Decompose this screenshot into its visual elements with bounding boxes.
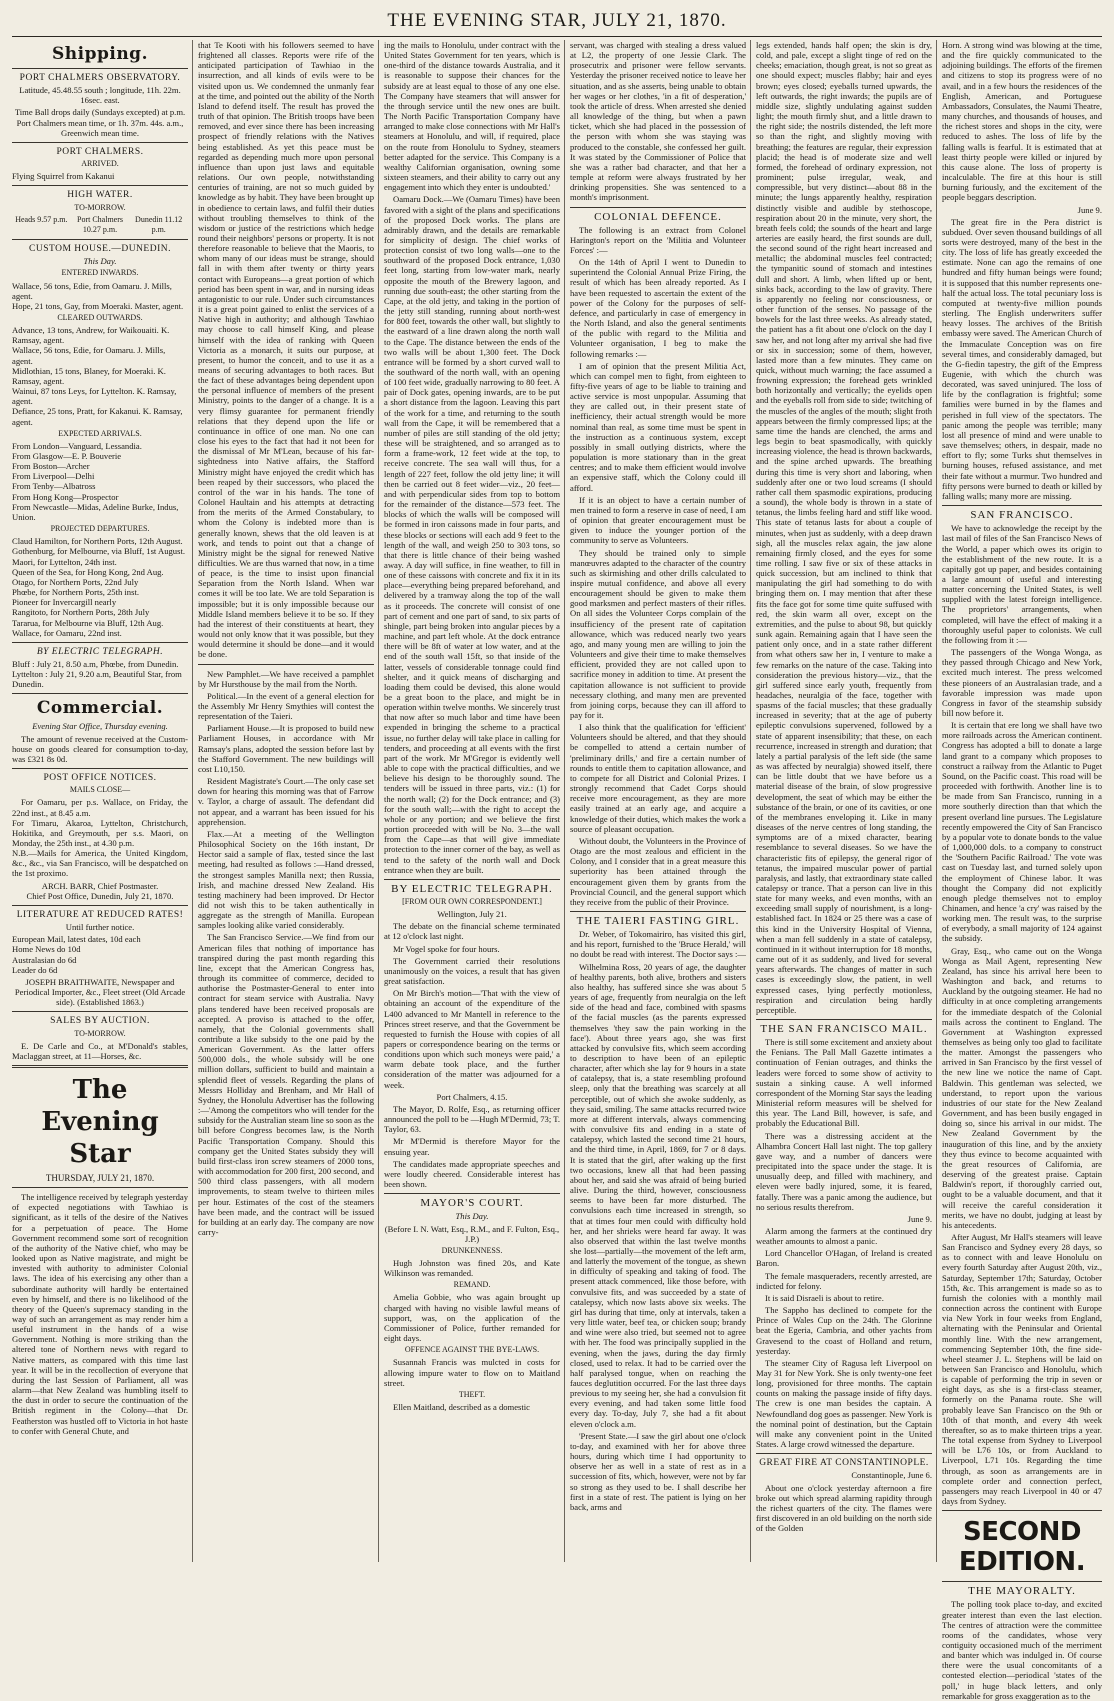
taieri-p3: 'Present State.—I saw the girl about one o'clock to-day, and examined with her for above three hours, during which time I had opportunity to observe her as well in a state of rest as in a succession of fits, which, however, were not by far so strong as they used to be. I shall describe her first in a state of rest. The patient is lying on her back, arms and <box>570 1430 746 1512</box>
remand-text: Amelia Gobbie, who was again brought up charged with having no visible lawful means of support, was, on the application of the Commissioner of Police, further remanded for eight days. <box>384 1292 560 1344</box>
defence-p4: If it is an object to have a certain number of men trained to form a reserve in case of need, I am of opinion that greater encouragement must be given to induce the younger portion of the community to serve as Volunteers. <box>570 494 746 546</box>
sf-mail-p5: The female masqueraders, recently arrested, are indicted for felony. <box>756 1270 932 1291</box>
wellington-dateline: Wellington, July 21. <box>437 909 507 920</box>
sales-text: E. De Carle and Co., at M'Donald's stables, Maclaggan street, at 11—Horses, &c. <box>12 1040 188 1061</box>
telegraph-p5: The Mayor, D. Rolfe, Esq., as returning officer announced the poll to be —Hugh M'Dermid, 73; T. Taylor, 63. <box>384 1103 560 1135</box>
telegraph-p6: Mr M'Dermid is therefore Mayor for the ensuing year. <box>384 1136 560 1157</box>
commercial-office: Evening Star Office, Thursday evening. <box>32 721 168 732</box>
projected-text: Claud Hamilton, for Northern Ports, 12th August. Gothenburg, for Melbourne, via Bluff, 1st August. Maori, for Lyttelton, 24th inst. Queen of the Sea, for Hong Kong, 2nd Aug. Otago, for Northern Ports, 22nd July Phœbe, for Northern Ports, 25th inst. Pioneer for Invercargill nearly Rangitoto, for Northern Ports, 28th July Tararua, for Melbourne via Bluff, 12th Aug. Wallace, for Oamaru, 22nd inst. <box>12 536 185 638</box>
fire-p2: The great fire in the Pera district is subdued. Over seven thousand buildings of all sorts were destroyed, many of the best in the city. The loss of life has greatly exceeded the estimate. None can ago the remains of one hundred and fifty human beings were found; it is supposed that this number represents one-half the actual loss. The total pecuniary loss is computed at twenty-five million pounds sterling. The English underwriters suffer heavy losses. The archives of the British embassy were saved. The American Church of the Immaculate Conception was on fire several times, and considerably damaged, but the G-fiedin tapestry, the gift of the Empress Eugenie, with which the church was decorated, was saved uninjured. The loss of life by the conflagration is frightful; some families were burned in by the flames and perished in full view of the spectators. The panic among the people was terrible; many lost all presence of mind and were unable to save themselves; others, in despair, made no effort to fly; some Turks shut themselves in burning houses, refused assistance, and met their fate without a murmur. Two hundred and fifty persons were burned to death or killed by falling walls; many more are missing. <box>942 216 1102 501</box>
evening-star-banner: The Evening Star <box>41 1074 159 1169</box>
defence-p5: They should be trained only to simple manœuvres adapted to the character of the country such as skirmishing and other drills calculated to inspire mutual confidence, and above all every encouragement should be given to make them good marksmen and perfect masters of their rifles. On all sides the Volunteer Corps complain of the insufficiency of the present rate of capitation allowance, which was reduced nearly two years ago, and many young men are willing to join the Volunteers and give their time to make themselves efficient, provided they are not called upon to sacrifice money in addition to time. At present the capitation allowance is not sufficient to provide necessary clothing, and many men are prevented from joining corps, because they can ill afford to pay for it. <box>570 547 746 720</box>
theft-text: Ellen Maitland, described as a domestic <box>393 1402 530 1412</box>
theft-continued: servant, was charged with stealing a dress valued at L2, the property of one Jessie Clark. The prosecutrix and prisoner were fellow servants. Yesterday the prisoner received notice to leave her situation, and as she asserts, being unable to obtain her wages or her clothes, 'in a fit of desperation,' took the article of dress. When arrested she denied all knowledge of the thing, but when a pawn ticket, which she had placed in the possession of the person with whom she was staying was produced to the constable, she confessed her guilt. It was stated by the Commissioner of Police that she was a rather bad character, and that her a temple at reform were always frustrated by her drinking propensities. She was sentenced to a month's imprisonment. <box>570 40 746 203</box>
theft-label: THEFT. <box>458 1389 486 1399</box>
post-text: For Oamaru, per p.s. Wallace, on Friday, the 22nd inst., at 8.45 a.m. For Timaru, Akaroa, Lyttelton, Christchurch, Hokitika, and Greymouth, per s.s. Maori, on Monday, the 25th inst., at 4.30 p.m. N.B.—Mails for America, the United Kingdom, &c., &c., via San Francisco, will be despatched on the 1st proximo. <box>12 797 188 879</box>
column-separator <box>936 40 937 1562</box>
post-sign: ARCH. BARR, Chief Postmaster. Chief Post Office, Dunedin, July 21, 1870. <box>26 880 174 901</box>
commercial-heading: Commercial. <box>36 698 164 719</box>
san-francisco-heading: SAN FRANCISCO. <box>970 509 1074 522</box>
taieri-continued: legs extended, hands half open; the skin is dry, cold, and pale, except a slight tinge of red on the cheeks; emaciation, though great, is not so great as one should expect; muscles flabby; hair and eyes brown; eyes closed; eyeballs turned upwards, the left outwards, the right inwards; the pupils are of middle size, slightly undulating against sudden light; the mouth firmly shut, and a little drawn to the right side; the nostrils distended, the left more so than the right, and slightly moving with breathing; the features are regular, their expression placid; the head is of moderate size and well formed, the forehead of ordinary expression, not prominent; pulse irregular, weak, and compressible, but very distinct—about 88 in the minute; the lungs apparently healthy, respiration distinctly visible and audible by stethoscope, respiration about 20 in the minute, very short, the breath feels cold; the sounds of the heart and large arteries are easily heard, the first sounds are dull, the second sound of the right heart increased and metallic; the abdominal muscles feel contracted; the tympanitic sound of stomach and intestines dull and short. A limb, when lifted up or bent, sinks back, according to the law of gravity. There is apparently no feeling nor consciousness, or other function of the senses. No passage of the bowels for the last three weeks. As already stated, the patient has a fit about one o'clock on the day I saw her, and not long after my arrival she had five or six in succession; some of them, however, lasted more than a few minutes. They came on quick, without much warning; the face assumed a frowning expression; the forehead gets wrinkled both horizontally and vertically; the eyelids open and the eyeballs roll from side to side; twitching of the muscles of the angles of the mouth; slight froth appears between the firmly compressed lips; at the same time the hands are clenched, the arms and legs begin to beat spasmodically, with quickly increasing violence, the head is thrown backwards, and the spine arched upwards. The breathing during this time is very short and laboring, when suddenly after one or two loud screams (I should rather call them spasmodic expirations, producing a sound), the whole body is thrown in a state of tetanus, the limbs feeling hard and stiff like wood. This state of tetanus lasts for about a couple of minutes, when just as suddenly, with a deep drawn sigh, all the muscles relax again, the jaw alone remaining firmly closed, and the eyes for some time rolling. I saw five or six of these attacks in quick succession, but am inclined to think that manipulating the girl had something to do with bringing them on. I may mention that after these fits the face got for some time quite suffused with red, the skin warm all over, except on the extremities, and the pulse to about 98, but quickly sunk again. Remaining again that I have seen the patient only once, and in a state rather different from what others saw her in, I venture to make a few remarks on the nature of the case. Taking into consideration the previous history—viz., that the girl suffered since early youth, frequently from headaches, neuralgia of the face, together with spasms of the facial muscles; that these gradually increased in severity; that at the age of puberty epileptic convulsions supervened, followed by a state of apparent insensibility; that these, on each recurrence, increased in strength and duration; that lately a partial paralysis of the left side (the same as was affected by neuralgia) showed itself, there can be little doubt that we have before us a material disease of the brain, of slow progressive development, the seat of which may be either the substance of the brain, or one of its cavities, or one of the membranes enveloping it. Like in many diseases of the nerve centres of long standing, the symptoms are of a mixed character, bearing resemblance to several diseases. So we have the characteristic fits of epilepsy, the general rigor of tetanus, the impaired muscular power of partial paralysis, and lastly, that extraordinary state called catalepsy or trance. That a person can live in this state for many weeks, and even months, with an exceeding small supply of nourishment, is a long-established fact. In 1824 or 25 there was a case of this kind in the University Hospital of Vienna, when a man fell suddenly in a state of catalepsy, continued in it without interruption for 18 months, came out of it as suddenly, and lived for several years afterwards. The changes of matter in such cases is exceedingly slow, the patient, in well expressed cases, lying perfectly motionless, respiration and circulation being hardly perceptible. <box>756 40 932 1015</box>
projected-label: PROJECTED DEPARTURES. <box>50 524 150 534</box>
sf-p3: It is certain that ere long we shall have two more railroads across the American continent. Congress has adopted a bill to donate a large land grant to a company which proposes to construct a railway from the Atlantic to Puget Sound, on the Pacific coast. This road will be proceeded with forthwith. Another line is to be made from San Francisco, running in a more southerly direction than that which the present overland line pursues. The Legislature recently empowered the City of San Francisco by a popular vote to donate bonds to the value of 1,000,000 dols. to a company to construct the 'Southern Pacific Railroad.' The vote was cast on Tuesday last, and turned solely upon the employment of Chinese labor. It was thought the Company did not explicitly enough pledge themselves not to employ Chinamen, and hence 'a cry' was raised by the working men. The result was, to the surprise of everybody, a small majority of 124 against the subsidy. <box>942 720 1102 944</box>
cleared-label: CLEARED OUTWARDS. <box>57 312 143 322</box>
hw-dunedin: Dunedin 11.12 p.m. <box>135 214 183 234</box>
observatory-heading: PORT CHALMERS OBSERVATORY. <box>19 73 181 83</box>
colonial-defence-heading: COLONIAL DEFENCE. <box>594 210 722 223</box>
mails-close: MAILS CLOSE— <box>69 785 131 795</box>
port-chalmers-dateline: Port Chalmers, 4.15. <box>436 1091 508 1102</box>
sf-mail-p7: The Sappho has declined to compete for the Prince of Wales Cup on the 24th. The Glorinne beat the Egeria, Cambria, and other yachts from Gravesend to the coast of Holland and return, yesterday. <box>756 1305 932 1356</box>
political: Political.—In the event of a general election for the Assembly Mr Henry Smythies will contest the representation of the Taieri. <box>198 690 374 722</box>
june9-dateline-2: June 9. <box>1077 204 1102 215</box>
port-heading: PORT CHALMERS. <box>56 146 144 157</box>
masthead-rule <box>12 36 1102 37</box>
column-separator <box>564 40 565 1562</box>
time-ball-text: Time Ball drops daily (Sundays excepted) at p.m. Port Chalmers mean time, or 1h. 37m. 44s. a.m., Greenwich mean time. <box>14 107 186 138</box>
mayoralty-heading: THE MAYORALTY. <box>968 1585 1076 1598</box>
literature-prices: European Mail, latest dates, 10d each Home News do 10d Australasian do 6d Leader do 6d <box>12 934 141 975</box>
expected-label: EXPECTED ARRIVALS. <box>58 428 142 438</box>
fire-heading: GREAT FIRE AT CONSTANTINOPLE. <box>759 1458 929 1469</box>
mayors-court-date: This Day. <box>455 1211 489 1222</box>
taieri-p2: Wilhelmina Ross, 20 years of age, the daughter of healthy parents, both alive, brothers and sisters also healthy, has suffered since she was about 5 years of age, frequently from neuralgia on the left side of the head and face, combined with spasms of the facial muscles (as the parents expressed themselves 'they saw the pain working in the face'). About three years ago, she was first attacked by convulsive fits, which seem according to description to have been of an epileptic character, after which she lay for 9 hours in a state of catalepsy, that is, a state resembling profound sleep, only that the breathing was scarcely at all perceptible, out of which she awoke suddenly, as they said, smiling. The same attacks recurred twice more at different intervals, always commencing with convulsive fits and ending in a state of catalepsy, which lasted the second time 21 hours, and the third time, in April, 1869, for 7 or 8 days. It is stated that the girl, after waking up the first two occasions, knew all that had been passing about her, and said she was afraid of being buried alive. During the third, however, consciousness seems to have been far more disturbed. The convulsions each time increased in strength, so that at times four men could with difficulty hold her, and her shrieks were heard far away. It was also observed that within the last twelve months she lost—partially—the movement of the left arm, and latterly the movement of the tongue, as shewn in difficulty of speaking and taking of food. The present attack commenced, like those before, with convulsive fits, and was succeeded by a state of catalepsy, which now lasts above six weeks. The girl has during that time, only at intervals, taken a very little water, beef tea, or chicken soup; brandy and wine were also tried, but seemed not to agree with her. The food was principally supplied in the evening, when the jaws, during the day firmly closed, used to relax. It had to be carried over the half paralysed tongue, when on reaching the fauces deglutition occurred. For the last three days previous to my seeing her, she had a convulsion fit every evening, and had taken some little food every day. To-day, July 7, she had a fit about eleven o'clock a.m. <box>570 961 746 1429</box>
high-water-heading: HIGH WATER. <box>67 190 133 201</box>
sales-tomorrow: TO-MORROW. <box>74 1028 126 1038</box>
sales-heading: SALES BY AUCTION. <box>50 1016 150 1027</box>
shipping-heading: Shipping. <box>52 44 148 64</box>
fire-continued: Horn. A strong wind was blowing at the time, and the fire quickly communicated to the adjoining buildings. The efforts of the firemen and citizens to stop its progress were of no avail, and in a few hours the residences of the English, American, and Portuguese Ambassadors, Consulates, the Naumi Theatre, many churches, and thousands of houses, and the richest stores and shops in the city, were reduced to ashes. The loss of life by the falling walls is fearful. It is estimated that at least thirty people were killed or injured by this cause alone. The loss of property is incalculable. The fire at this hour is still burning furiously, and the excitement of the people beggars description. <box>942 40 1102 203</box>
literature-until: Until further notice. <box>65 922 135 933</box>
sf-mail-p4: Lord Chancellor O'Hagan, of Ireland is created Baron. <box>756 1248 932 1269</box>
tomorrow-label: TO-MORROW. <box>74 202 126 212</box>
sf-mail-p2: There was a distressing accident at the Alhambra Concert Hall last night. The top gallery gave way, and a number of dancers were precipitated into the space under the stage. It is unusually deep, and filled with machinery, and eleven were badly injured, some, it is feared, fatally. There was a panic among the audience, but no serious results therefrom. <box>756 1130 932 1212</box>
remand-label: REMAND. <box>453 1280 491 1290</box>
sf-mail-p8: The steamer City of Ragusa left Liverpool on May 31 for New York. She is only twenty-one feet long, provisioned for three months. The captain counts on making the passage inside of fifty days. The crew is one man besides the captain. A Newfoundland dog goes as passenger. New York is the nominal point of destination, but the Captain will make any convenient point in the United States. A large crowd witnessed the departure. <box>756 1357 932 1450</box>
masthead: THE EVENING STAR, JULY 21, 1870. <box>387 10 727 31</box>
customs-date: This Day. <box>83 256 117 267</box>
arrived-text: Flying Squirrel from Kakanui <box>12 171 115 182</box>
defence-p6: I also think that the qualification for 'efficient' Volunteers should be altered, and that they should be compelled to attend a certain number of 'preliminary drills,' and fire a certain number of rounds to entitle them to capitation allowance, and to compete for all District and Colonial Prizes. I strongly recommend that Cadet Corps should receive more encouragement, as they are more easily trained at an early age, and acquire a knowledge of their duties, which makes the work a source of pleasant occupation. <box>570 722 746 834</box>
taieri-heading: THE TAIERI FASTING GIRL. <box>576 914 740 927</box>
sf-mail-p1: There is still some excitement and anxiety about the Fenians. The Pall Mall Gazette intimates a continuation of Fenian outrages, and thinks the leaders were forced to some show of activity to sustain a sinking cause. A well informed correspondent of the Morning Star says the leading Ministerial reform measures will be shelved for this year. The Land Bill, however, is safe, and probably the Educational Bill. <box>756 1037 932 1129</box>
column-3 <box>384 40 560 1562</box>
san-francisco-service: The San Francisco Service.—We find from our American files that nothing of importance has transpired during the past month regarding this line, except that the American Congress has, through its committee of commerce, decided to authorise the Postmaster-General to enter into contract for steam service with Australia. Navy plans tendered have been received proposals are accepted. A proviso is attached to the offer, namely, that the Colonial governments shall contribute a like subsidy to the one paid by the American Government. As the latter offers 500,000 dols., the whole subsidy will be one million dollars, sufficient to build and maintain a splendid fleet of vessels. Regarding the plans of Messrs Holliday and Brenham, and Mr Hall of Sydney, the Honolulu Advertiser has the following :—'Among the competitors who will tender for the subsidy for the Australian steam line so soon as the bill before Congress becomes law, is the North Pacific Transportation Company. Should this company get the United States subsidy they will build first-class iron screw steamers of 2000 tons, with accommodation for 200 first, 200 second, and 500 third class passengers, with all modern improvements, to steam twelve to thirteen miles per hour. Estimates of the cost of the steamers have been made, and the contract will be issued for building at an early day. The company are now carry- <box>198 932 374 1237</box>
literature-heading: LITERATURE AT REDUCED RATES! <box>16 909 184 920</box>
literature-sign: JOSEPH BRAITHWAITE, Newspaper and Periodical Importer, &c., Fleet street (Old Arcade side). (Established 1863.) <box>14 976 186 1008</box>
column-separator <box>192 40 193 1562</box>
expected-text: From London—Vanguard, Lessandia. From Glasgow—E. P. Bouverie From Boston—Archer From Liverpool—Delhi From Tenby—Albatross From Hong Kong—Prospector From Newcastle—Midas, Adeline Burke, Indus, Union. <box>12 440 179 522</box>
bylaws-text: Susannah Francis was mulcted in costs for allowing impure water to flow on to Maitland street. <box>384 1357 560 1388</box>
fire-p1: About one o'clock yesterday afternoon a fire broke out which spread alarming rapidity through the richest quarters of the city. The flames were first discovered in an old building on the north side of the Golden <box>756 1482 932 1534</box>
high-water-table <box>12 215 188 235</box>
telegraph-p1: The debate on the financial scheme terminated at 12 o'clock last night. <box>384 921 560 942</box>
drunkenness-text: Hugh Johnston was fined 20s, and Kate Wilkinson was remanded. <box>384 1257 560 1279</box>
observatory-coords: Latitude, 45.48.55 south ; longitude, 11h. 22m. 16sec. east. <box>19 85 181 106</box>
column-5 <box>756 40 932 1562</box>
sf-p5: After August, Mr Hall's steamers will leave San Francisco and Sydney every 28 days, so as to connect with and leave Honolulu on every fourth Saturday after August 20th, viz., Saturday, September 17th; Saturday, October 15th, &c. This arrangement is made so as to furnish the colonies with a monthly mail connection across the continent with Europe via New York in four weeks from England, alternating with the Peninsular and Oriental monthly line. With the new arrangement, commencing September 10th, the fine side-wheel steamer J. L. Stephens will be laid on between San Francisco and Honolulu, which is capable of performing the trip in seven or eight days, as she is a first-class steamer, formerly on the Panama route. She will probably leave San Francisco on the 9th or 10th of that month, and every 4th week thereafter, so as to make thirteen trips a year. The total expense from Sydney to Liverpool will be L76 10s, or from Auckland to Liverpool, L71 10s. Regarding the time through, as soon as arrangements are in complete order and connection perfect, passengers may reach Liverpool in 40 or 47 days from Sydney. <box>942 1231 1102 1507</box>
cleared-text: Advance, 13 tons, Andrew, for Waikouaiti. K. Ramsay, agent. Wallace, 56 tons, Edie, for Oamaru. J. Mills, agent. Midlothian, 15 tons, Blaney, for Moeraki. K. Ramsay, agent. Wainui, 87 tons Leys, for Lyttelton. K. Ramsay, agent. Defiance, 25 tons, Pratt, for Kakanui. K. Ramsay, agent. <box>12 325 183 427</box>
mayors-court-before: (Before I. N. Watt, Esq., R.M., and F. Fulton, Esq., J.P.) <box>384 1223 560 1244</box>
entered-label: ENTERED INWARDS. <box>61 268 139 278</box>
sf-mail-heading: THE SAN FRANCISCO MAIL. <box>760 1023 928 1035</box>
commercial-text: The amount of revenue received at the Custom-house on goods cleared for consumption to-day, was £321 8s 0d. <box>12 733 188 764</box>
defence-p2: On the 14th of April I went to Dunedin to superintend the Colonial Annual Prize Firing, the result of which has been already reported. As I have been requested to ascertain the extent of the power of the Colony for the purposes of self-defence, and particularly in case of emergency in the North Island, and also the general sentiments of the public with regard to the Militia and Volunteer organisation, I beg to make the following remarks :— <box>570 257 746 359</box>
leader-continued: that Te Kooti with his followers seemed to have frightened all classes. Reports were rife of the anticipated participation of Tawhiao in the insurrection, and all kinds of evils were to be visited upon us. We condemned the unmanly fear at the time, and pointed out the ability of the North Island to defend itself. The result has proved the truth of that opinion. The British troops have been removed, and ever since there has been increasing prospect of friendly relations with the Natives being established. As yet this peace must be regarded as depending much more upon personal influence than upon just laws and equitable relations. Our own people, notwithstanding centuries of training, are not so much guided by knowledge as by habit. They have been brought up in obedience to certain laws, and fulfil their duties without troubling themselves to think of the wisdom or justice of the restrictions which hedge round their neighbors' persons or property. It is not therefore reasonable to believe that the Maoris, to whom many of our ideas must be strange, should fall in with them after twenty or thirty years contact with Europeans—a great portion of which period has been spent in war, and in nursing ideas antagonistic to our rule. Under such circumstances it is a great point gained to enlist the services of a Native high in authority; and although Tawhiao may choose to call himself King, and please himself with the idea of ranking with Queen Victoria as a monarch, it suits our purpose, at present, to humor the conceit, and to use it as a means of securing advantages to both races. But the fact of these advantages being dependent upon the personal influence of members of the present Ministry, points to the danger of a change. It is a very flimsy guarantee for permanent friendly relations that they depend upon the life or continuance in office of one man. No one can close his eyes to the fact that had it not been for the dismissal of Mr M'Lean, because of his far-sightedness into Native affairs, the Stafford Ministry might have enjoyed the credit which has been reaped by their successors, who placed the control of the war in his hands. The tone of Colonel Haultain and his attempts at detracting from the merits of the Armed Constabulary, to whom the Colony is indebted more than is generally known, shews that the old leaven is at work, and tends to point out that a change of Ministry might be the signal for renewed Native difficulties. We are thus warned that now, in a time of peace, is the time to insist upon financial Separation from the North Island. When war comes it will be too late. We are told Separation is impossible; but it is only impossible because our Middle Island members believe it to be so. If they had the interest of their constituents at heart, they would not only know that it was possible, but they would determine it should be done—and it would be done. <box>198 40 374 660</box>
defence-p1: The following is an extract from Colonel Harington's report on the 'Militia and Volunteer Forces' :— <box>570 224 746 255</box>
defence-p3: I am of opinion that the present Militia Act, which can compel men to fight, from eighteen to fifty-five years of age to be liable to training and active service is most unpopular. Assuming that they are called out, in their present state of inefficiency, their actual strength would be more nominal than real, as some time must be spent in the instruction as a continuous system, except possibly in small outlying districts, where the population is more stationary than in the great centres; and to make them efficient would involve an expensive staff, which the Colony could ill afford. <box>570 360 746 493</box>
arrived-label: ARRIVED. <box>81 159 119 169</box>
oamaru-dock: Oamaru Dock.—We (Oamaru Times) have been favored with a sight of the plans and specifications of the proposed Dock works. The plans are admirably drawn, and the details are remarkable for simplicity of design. The chief works of protection consist of two long walls—one to the southward of the proposed Dock entrance, 1,030 feet long, starting from low-water mark, nearly opposite the mouth of the Brewery lagoon, and running due south-east; the other starting from the Cape, at the old jetty, and taking in the portion of the jetty still standing, running about north-west for 800 feet, towards the other wall, but slightly to the eastward of a line drawn along the north wall to the Cape. The distance between the ends of the two walls will be about 1,300 feet. The Dock entrance will be formed by a short curved wall to the southward of the north wall, with an opening of 100 feet wide, gradually narrowing to 80 feet. A pair of Dock gates, opening inwards, are to be put a short distance from the lagoon. Leaving this part of the work for a time, and returning to the south wall from the Cape, it will be remembered that a number of piles are still standing of the old jetty; these will be straightened, and so arranged as to form a frame-work, 12 feet wide at the top, to receive concrete. The sea wall will thus, for a length of 227 feet, follow the old jetty line; it will then be carried out 8 feet wider—viz., 20 feet—and with perpendicular sides from top to bottom for the remainder of the distance—573 feet. The blocks of which the walls will be composed will be formed in iron caissons made in four parts, and these blocks or sections will each add 9 feet to the length of the wall, and weigh 250 to 303 tons, so that there is little chance of their being washed away. A day will suffice, in fine weather, to fill in one of these caissons with concrete and fix it in its place—everything being prepared beforehand, and delivered by a tramway along the top of the wall as it proceeds. The concrete will consist of one part of cement and one part of sand, to six parts of shingle, part being broken into angular pieces by a machine, and part left whole. At the dock entrance there will be 8ft of water at low water, and at the end of the south wall 15ft, so that inside of the latter, vessels of considerable tonnage could find shelter, and it quick means of discharging and loading them could be devised, this alone would be a great boon to the place, and might be in operation within twelve months. We sincerely trust that now after so much labor and time have been expended in bringing the scheme to a practical issue, no further delay will take place in calling for tenders, and proceeding at all events with the first part of the work. Mr M'Gregor is evidently well able to cope with the practical difficulties, and we believe his design to be thoroughly sound. The tenders will be issued in three parts, viz.: (1) for the north wall; (2) for the Dock entrance; and (3) for the south wall;—with the right to accept the whole or any portion; and we believe the first portion proceeded with will be No. 3—the wall from the Cape—as that will give immediate protection to the inner corner of the bay, as well as tend to the safety of the north wall and Dock entrance when they are built. <box>384 194 560 875</box>
column-separator <box>750 40 751 1562</box>
bylaws-label: OFFENCE AGAINST THE BYE-LAWS. <box>404 1345 540 1355</box>
parliament-house: Parliament House.—It is proposed to build new Parliament Houses, in accordance with Mr Ramsay's plans, adopted the session before last by the Stafford Government. The new buildings will cost L10,150. <box>198 723 374 774</box>
sf-mail-p6: It is said Disraeli is about to retire. <box>765 1292 884 1303</box>
sf-mail-p3: Alarm among the farmers at the continued dry weather amounts to almost a panic. <box>756 1225 932 1247</box>
telegraph-p3: The Government carried their resolutions unanimously on the voices, a result that has given great satisfaction. <box>384 955 560 987</box>
telegraph-text: Bluff : July 21, 8.50 a.m, Phœbe, from Dunedin. Lyttelton : July 21, 9.20 a.m, Beautiful Star, from Dunedin. <box>12 658 182 690</box>
second-edition-heading: SECOND EDITION. <box>958 1517 1086 1578</box>
hw-heads: Heads 9.57 p.m. <box>15 214 68 224</box>
defence-p7: Without doubt, the Volunteers in the Province of Otago are the most zealous and efficient in the Colony, and I consider that in a great measure this superiority has been attained through the encouragement given them by grants from the Provincial Council, and the general support which they receive from the public of their Province. <box>570 835 746 907</box>
flax: Flax.—At a meeting of the Wellington Philosophical Society on the 16th instant, Dr Hector said a sample of flax, tested since the last meeting, had resulted as follows :—Hand dressed, the strongest samples Manilla next; then Russia, Irish, and machine dressed New Zealand. His testing machinery had been improved. Dr Hector did not wish this to be taken authentically in aggregate as the strength of Manilla. European samples looking alike varied considerably. <box>198 828 374 931</box>
june9-dateline: June 9. <box>907 1213 932 1224</box>
magistrates-court: Resident Magistrate's Court.—The only case set down for hearing this morning was that of Farrow v. Taylor, a charge of assault. The defendant did not appear, and a warrant has been issued for his apprehension. <box>198 776 374 827</box>
entered-text: Wallace, 56 tons, Edie, from Oamaru. J. Mills, agent. Hope, 21 tons, Gay, from Moeraki. Master, agent. <box>12 280 184 311</box>
telegraph-p7: The candidates made appropriate speeches and were loudly cheered. Considerable interest has been shown. <box>384 1158 560 1190</box>
taieri-p1: Dr. Weber, of Tokomairiro, has visited this girl, and his report, furnished to the 'Bruce Herald,' will no doubt be read with interest. The Doctor says :— <box>570 929 746 960</box>
own-correspondent: [FROM OUR OWN CORRESPONDENT.] <box>402 896 542 906</box>
column-4 <box>570 40 746 1562</box>
new-pamphlet: New Pamphlet.—We have received a pamphlet by Mr Hursthouse by the mail from the North. <box>198 668 374 689</box>
mayors-court-heading: MAYOR'S COURT. <box>420 1197 524 1210</box>
telegraph-p4: On Mr Birch's motion—'That with the view of obtaining an account of the expenditure of the L400 advanced to Mr Mantell in reference to the Princes street reserve, and that the Government be requested to furnish the House with copies of all papers or correspondence bearing on the terms or conditions upon which such moneys were paid,' a warm debate took place, and the further consideration of the matter was adjourned for a week. <box>384 988 560 1090</box>
telegraph-heading: BY ELECTRIC TELEGRAPH. <box>36 646 164 657</box>
hw-port: Port Chalmers 10.27 p.m. <box>77 214 123 234</box>
mayoralty-p1: The polling took place to-day, and excited greater interest than even the last election. The centres of attraction were the committee rooms of the candidates, whose very contiguity occasioned much of the merriment and banter which was indulged in. Of course there were the usual concomitants of a contested election—periodical 'states of the poll,' in huge black letters, and only remarkable for gross exaggeration as to the <box>942 1599 1102 1701</box>
constantinople-dateline: Constantinople, June 6. <box>851 1470 932 1481</box>
customs-heading: CUSTOM HOUSE.—DUNEDIN. <box>29 244 171 255</box>
dateline: THURSDAY, JULY 21, 1870. <box>45 1172 155 1183</box>
sf-p2: The passengers of the Wonga Wonga, as they passed through Chicago and New York, excited much interest. The press welcomed these pioneers of an Australasian trade, and a favorable impression was made upon Congress in favor of the steamship subsidy bill now before it. <box>942 647 1102 718</box>
leader-article: The intelligence received by telegraph yesterday of expected negotiations with Tawhiao is significant, as it tells of the desire of the Natives for a perpetuation of peace. The Home Government recommend some sort of recognition of the authority of the Native chief, who may be looked upon as Native magistrate, and might be invested with authority to administer Colonial laws. The idea of his exercising any other than a subordinate authority will hardly be entertained even by himself, and there is no likelihood of the theory of the Queen's supremacy standing in the way of such an arrangement as may render him a useful instrument in the hands of a wise Government. Nothing is more striking than the altered tone of Northern news with regard to Native matters, as compared with this time last year. It will be in the recollection of everyone that during the last Session of Parliament, all was alarm—that New Zealand was humbling itself to the dust in order to secure the continuation of the British regiment in the Colony—that Dr. Featherston was hustled off to Victoria in hot haste to confer with General Chute, and <box>12 1192 188 1436</box>
telegraph-p2: Mr Vogel spoke for four hours. <box>393 943 500 954</box>
column-separator <box>378 40 379 1562</box>
column-1 <box>12 40 188 1562</box>
drunkenness-label: DRUNKENNESS. <box>441 1245 503 1255</box>
column-2 <box>198 40 374 1562</box>
column-6 <box>942 40 1102 1701</box>
sf-service-continued: ing the mails to Honolulu, under contract with the United States Government for ten years, which is one-third of the distance towards Australia, and it is reasonable to suppose their chances for the subsidy are at least equal to those of any one else. The Company have steamers that will answer for the through service until the new ones are built. The North Pacific Transportation Company have arranged to make close connections with Mr Hall's steamers at Honolulu, and will, if required, place on the route from Honolulu to Sydney, steamers better adapted for the service. This Company is a wealthy Californian organisation, owning some sixteen steamers, and their ability to carry out any engagement into which they enter is undoubted.' <box>384 40 560 193</box>
sf-p4: Gray, Esq., who came out on the Wonga Wonga as Mail Agent, representing New Zealand, has since his arrival here been to Washington and back, and returns to Auckland by the outgoing steamer. He had no difficulty in at once completing arrangements for the immediate despatch of the Colonial mails across the continent to England. The Government at Washington expressed themselves as being only too glad to facilitate the matter. Amongst the passengers who arrived in San Francisco by the first vessel of the new line we notice the name of Capt. Baldwin. This gentleman was selected, we understand, to report upon the various industries of our state for the New Zealand Government, and has been busily engaged in doing so, since his arrival in our midst. The New Zealand Government by the inauguration of this line, and by the anxiety they thus evince to become acquainted with the great resources of California, are deserving of the greatest praise. Captain Baldwin's report, if thoroughly carried out, ought to be a valuable document, and that it will receive the careful consideration it merits, we have no doubt, judging at least by his antecedents. <box>942 945 1102 1230</box>
post-heading: POST OFFICE NOTICES. <box>43 773 157 784</box>
telegraph-heading: BY ELECTRIC TELEGRAPH. <box>391 882 553 895</box>
sf-p1: We have to acknowledge the receipt by the last mail of files of the San Francisco News of the World, a paper which owes its origin to the establishment of the new route. It is a capitally got up paper, and besides containing a large amount of useful and interesting matter concerning the United States, is well supplied with the latest foreign intelligence. The proprietors' arrangements, when completed, will have the effect of making it a thoroughly useful paper to colonists. We cull the following from it :— <box>942 523 1102 645</box>
